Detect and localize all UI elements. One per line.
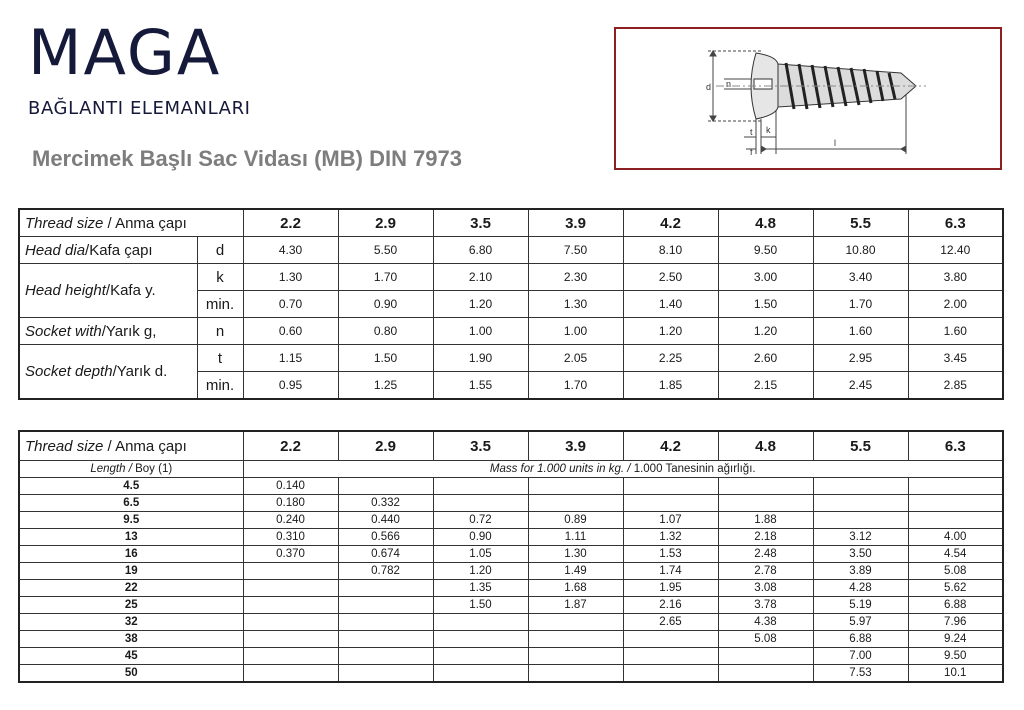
table-cell: 2.85 xyxy=(908,372,1003,400)
table-row xyxy=(19,597,1003,614)
diagram-label-l: l xyxy=(834,138,836,148)
row-label: Socket depth/Yarık d. xyxy=(19,345,197,400)
size-header: 5.5 xyxy=(813,431,908,461)
mass-cell xyxy=(338,580,433,597)
mass-cell: 1.87 xyxy=(528,597,623,614)
socket-width-row xyxy=(19,318,1003,345)
length-cell: 38 xyxy=(19,631,243,648)
table-row xyxy=(19,512,1003,529)
table-cell: 1.25 xyxy=(338,372,433,400)
mass-cell: 2.65 xyxy=(623,614,718,631)
row-symbol: d xyxy=(197,237,243,264)
mass-cell: 0.674 xyxy=(338,546,433,563)
diagram-label-d: d xyxy=(706,82,712,92)
table-cell: 1.00 xyxy=(528,318,623,345)
mass-cell: 0.332 xyxy=(338,495,433,512)
table-row xyxy=(19,648,1003,665)
mass-cell: 9.50 xyxy=(908,648,1003,665)
mass-cell: 5.08 xyxy=(718,631,813,648)
mass-cell: 5.97 xyxy=(813,614,908,631)
mass-cell: 1.95 xyxy=(623,580,718,597)
mass-cell xyxy=(813,478,908,495)
table-cell: 0.70 xyxy=(243,291,338,318)
mass-cell xyxy=(338,631,433,648)
table-cell: 1.20 xyxy=(433,291,528,318)
mass-cell: 1.07 xyxy=(623,512,718,529)
mass-cell: 4.54 xyxy=(908,546,1003,563)
table-cell: 2.50 xyxy=(623,264,718,291)
table-cell: 1.55 xyxy=(433,372,528,400)
table-cell: 1.70 xyxy=(338,264,433,291)
length-cell: 32 xyxy=(19,614,243,631)
diagram-label-n: n xyxy=(726,79,732,89)
mass-cell xyxy=(243,648,338,665)
mass-cell: 0.89 xyxy=(528,512,623,529)
table-cell: 2.60 xyxy=(718,345,813,372)
mass-table xyxy=(18,430,1004,683)
table-cell: 7.50 xyxy=(528,237,623,264)
mass-cell: 1.05 xyxy=(433,546,528,563)
brand-name: MAGA xyxy=(28,16,222,89)
table-row xyxy=(19,614,1003,631)
mass-cell: 2.16 xyxy=(623,597,718,614)
mass-cell: 1.30 xyxy=(528,546,623,563)
size-header: 6.3 xyxy=(908,209,1003,237)
mass-cell xyxy=(338,614,433,631)
diagram-label-f: f xyxy=(750,147,753,157)
mass-cell xyxy=(623,478,718,495)
mass-cell: 1.74 xyxy=(623,563,718,580)
mass-cell xyxy=(718,495,813,512)
mass-cell: 1.50 xyxy=(433,597,528,614)
size-header: 2.2 xyxy=(243,431,338,461)
mass-cell xyxy=(243,614,338,631)
mass-cell: 0.566 xyxy=(338,529,433,546)
brand-subtitle: BAĞLANTI ELEMANLARI xyxy=(28,98,251,119)
mass-cell xyxy=(718,478,813,495)
table-row xyxy=(19,546,1003,563)
mass-cell xyxy=(813,495,908,512)
mass-cell: 2.18 xyxy=(718,529,813,546)
table-cell: 1.15 xyxy=(243,345,338,372)
mass-cell: 0.782 xyxy=(338,563,433,580)
table-cell: 1.40 xyxy=(623,291,718,318)
diagram-label-t: t xyxy=(750,127,753,137)
mass-cell: 3.89 xyxy=(813,563,908,580)
mass-cell xyxy=(338,648,433,665)
mass-cell xyxy=(623,665,718,683)
mass-cell xyxy=(338,478,433,495)
size-header: 6.3 xyxy=(908,431,1003,461)
table-cell: 0.95 xyxy=(243,372,338,400)
table-cell: 2.10 xyxy=(433,264,528,291)
row-symbol: min. xyxy=(197,372,243,400)
mass-header-row xyxy=(19,431,1003,461)
mass-cell: 5.62 xyxy=(908,580,1003,597)
mass-cell xyxy=(243,631,338,648)
mass-cell: 1.20 xyxy=(433,563,528,580)
table-cell: 5.50 xyxy=(338,237,433,264)
mass-cell xyxy=(338,597,433,614)
mass-cell: 1.11 xyxy=(528,529,623,546)
mass-cell: 0.370 xyxy=(243,546,338,563)
table-cell: 1.85 xyxy=(623,372,718,400)
table-cell: 2.45 xyxy=(813,372,908,400)
size-header: 2.2 xyxy=(243,209,338,237)
table-cell: 2.15 xyxy=(718,372,813,400)
mass-cell xyxy=(528,478,623,495)
size-header: 5.5 xyxy=(813,209,908,237)
length-cell: 45 xyxy=(19,648,243,665)
mass-cell: 0.240 xyxy=(243,512,338,529)
length-cell: 25 xyxy=(19,597,243,614)
table-cell: 1.90 xyxy=(433,345,528,372)
row-symbol: n xyxy=(197,318,243,345)
table-row xyxy=(19,631,1003,648)
mass-cell xyxy=(433,631,528,648)
length-cell: 22 xyxy=(19,580,243,597)
size-header: 4.2 xyxy=(623,209,718,237)
thread-size-label: Thread size / Anma çapı xyxy=(19,431,243,461)
table-cell: 3.00 xyxy=(718,264,813,291)
mass-cell xyxy=(623,495,718,512)
table-cell: 3.40 xyxy=(813,264,908,291)
mass-cell: 6.88 xyxy=(908,597,1003,614)
table-cell: 1.20 xyxy=(623,318,718,345)
size-header: 3.5 xyxy=(433,431,528,461)
mass-cell xyxy=(908,495,1003,512)
length-cell: 9.5 xyxy=(19,512,243,529)
mass-cell: 0.72 xyxy=(433,512,528,529)
brand-logo xyxy=(28,16,251,119)
table-cell: 2.05 xyxy=(528,345,623,372)
length-cell: 4.5 xyxy=(19,478,243,495)
table-cell: 0.60 xyxy=(243,318,338,345)
table-row xyxy=(19,529,1003,546)
mass-cell: 4.28 xyxy=(813,580,908,597)
table-cell: 0.80 xyxy=(338,318,433,345)
mass-note: Mass for 1.000 units in kg. / 1.000 Tanesinin ağırlığı. xyxy=(243,461,1003,478)
mass-cell: 0.90 xyxy=(433,529,528,546)
mass-cell: 0.440 xyxy=(338,512,433,529)
mass-cell: 3.50 xyxy=(813,546,908,563)
mass-cell: 3.08 xyxy=(718,580,813,597)
mass-cell: 0.310 xyxy=(243,529,338,546)
table-cell: 6.80 xyxy=(433,237,528,264)
diagram-label-k: k xyxy=(766,125,771,135)
size-header: 2.9 xyxy=(338,209,433,237)
table-cell: 4.30 xyxy=(243,237,338,264)
table-cell: 3.80 xyxy=(908,264,1003,291)
length-cell: 6.5 xyxy=(19,495,243,512)
table-cell: 9.50 xyxy=(718,237,813,264)
row-symbol: t xyxy=(197,345,243,372)
size-header: 3.5 xyxy=(433,209,528,237)
mass-cell xyxy=(243,597,338,614)
mass-cell xyxy=(813,512,908,529)
mass-cell: 9.24 xyxy=(908,631,1003,648)
table-row xyxy=(19,665,1003,683)
length-cell: 19 xyxy=(19,563,243,580)
mass-cell xyxy=(433,614,528,631)
mass-cell xyxy=(623,631,718,648)
screw-drawing xyxy=(616,29,1000,168)
size-header: 2.9 xyxy=(338,431,433,461)
mass-cell xyxy=(243,563,338,580)
mass-cell xyxy=(528,665,623,683)
table-cell: 2.00 xyxy=(908,291,1003,318)
mass-cell xyxy=(433,495,528,512)
mass-cell xyxy=(908,512,1003,529)
mass-cell xyxy=(718,665,813,683)
table-row xyxy=(19,580,1003,597)
table-cell: 1.70 xyxy=(528,372,623,400)
mass-cell: 1.49 xyxy=(528,563,623,580)
length-cell: 13 xyxy=(19,529,243,546)
mass-cell: 2.78 xyxy=(718,563,813,580)
size-header: 3.9 xyxy=(528,431,623,461)
table-cell: 0.90 xyxy=(338,291,433,318)
mass-cell xyxy=(433,478,528,495)
socket-depth-row xyxy=(19,345,1003,372)
table-cell: 10.80 xyxy=(813,237,908,264)
screw-diagram xyxy=(614,27,1002,170)
mass-cell: 3.12 xyxy=(813,529,908,546)
table-cell: 1.50 xyxy=(338,345,433,372)
dimensions-table xyxy=(18,208,1004,400)
mass-cell xyxy=(623,648,718,665)
head-dia-row xyxy=(19,237,1003,264)
mass-cell: 1.53 xyxy=(623,546,718,563)
row-label: Socket with/Yarık g, xyxy=(19,318,197,345)
table-cell: 1.70 xyxy=(813,291,908,318)
mass-subheader-row xyxy=(19,461,1003,478)
table-cell: 1.50 xyxy=(718,291,813,318)
size-header: 4.2 xyxy=(623,431,718,461)
mass-cell: 5.19 xyxy=(813,597,908,614)
mass-cell: 0.140 xyxy=(243,478,338,495)
mass-cell: 1.35 xyxy=(433,580,528,597)
mass-cell xyxy=(433,648,528,665)
mass-cell xyxy=(908,478,1003,495)
mass-cell: 4.00 xyxy=(908,529,1003,546)
table-row xyxy=(19,563,1003,580)
mass-cell: 7.53 xyxy=(813,665,908,683)
size-header: 4.8 xyxy=(718,209,813,237)
mass-cell xyxy=(528,495,623,512)
mass-cell: 1.88 xyxy=(718,512,813,529)
row-symbol: min. xyxy=(197,291,243,318)
dimensions-header-row xyxy=(19,209,1003,237)
mass-cell xyxy=(528,631,623,648)
mass-cell xyxy=(433,665,528,683)
table-cell: 2.95 xyxy=(813,345,908,372)
row-label: Head dia/Kafa çapı xyxy=(19,237,197,264)
table-cell: 2.30 xyxy=(528,264,623,291)
table-row xyxy=(19,478,1003,495)
mass-cell: 7.00 xyxy=(813,648,908,665)
length-cell: 50 xyxy=(19,665,243,683)
document-title: Mercimek Başlı Sac Vidası (MB) DIN 7973 xyxy=(32,146,463,171)
mass-cell: 3.78 xyxy=(718,597,813,614)
table-row xyxy=(19,495,1003,512)
table-cell: 2.25 xyxy=(623,345,718,372)
row-symbol: k xyxy=(197,264,243,291)
mass-cell: 0.180 xyxy=(243,495,338,512)
length-cell: 16 xyxy=(19,546,243,563)
mass-cell xyxy=(718,648,813,665)
mass-cell xyxy=(338,665,433,683)
mass-cell: 4.38 xyxy=(718,614,813,631)
table-cell: 1.60 xyxy=(908,318,1003,345)
table-cell: 1.30 xyxy=(243,264,338,291)
thread-size-label: Thread size / Anma çapı xyxy=(19,209,243,237)
mass-cell: 6.88 xyxy=(813,631,908,648)
mass-cell xyxy=(243,665,338,683)
size-header: 4.8 xyxy=(718,431,813,461)
row-label: Head height/Kafa y. xyxy=(19,264,197,318)
mass-cell: 5.08 xyxy=(908,563,1003,580)
mass-cell: 10.1 xyxy=(908,665,1003,683)
mass-cell: 7.96 xyxy=(908,614,1003,631)
table-cell: 1.00 xyxy=(433,318,528,345)
size-header: 3.9 xyxy=(528,209,623,237)
mass-cell: 1.32 xyxy=(623,529,718,546)
mass-cell xyxy=(243,580,338,597)
mass-cell: 2.48 xyxy=(718,546,813,563)
table-cell: 12.40 xyxy=(908,237,1003,264)
table-cell: 8.10 xyxy=(623,237,718,264)
length-label: Length / Boy (1) xyxy=(19,461,243,478)
table-cell: 3.45 xyxy=(908,345,1003,372)
table-cell: 1.60 xyxy=(813,318,908,345)
mass-cell xyxy=(528,648,623,665)
mass-cell xyxy=(528,614,623,631)
head-height-row xyxy=(19,264,1003,291)
table-cell: 1.20 xyxy=(718,318,813,345)
mass-cell: 1.68 xyxy=(528,580,623,597)
table-cell: 1.30 xyxy=(528,291,623,318)
